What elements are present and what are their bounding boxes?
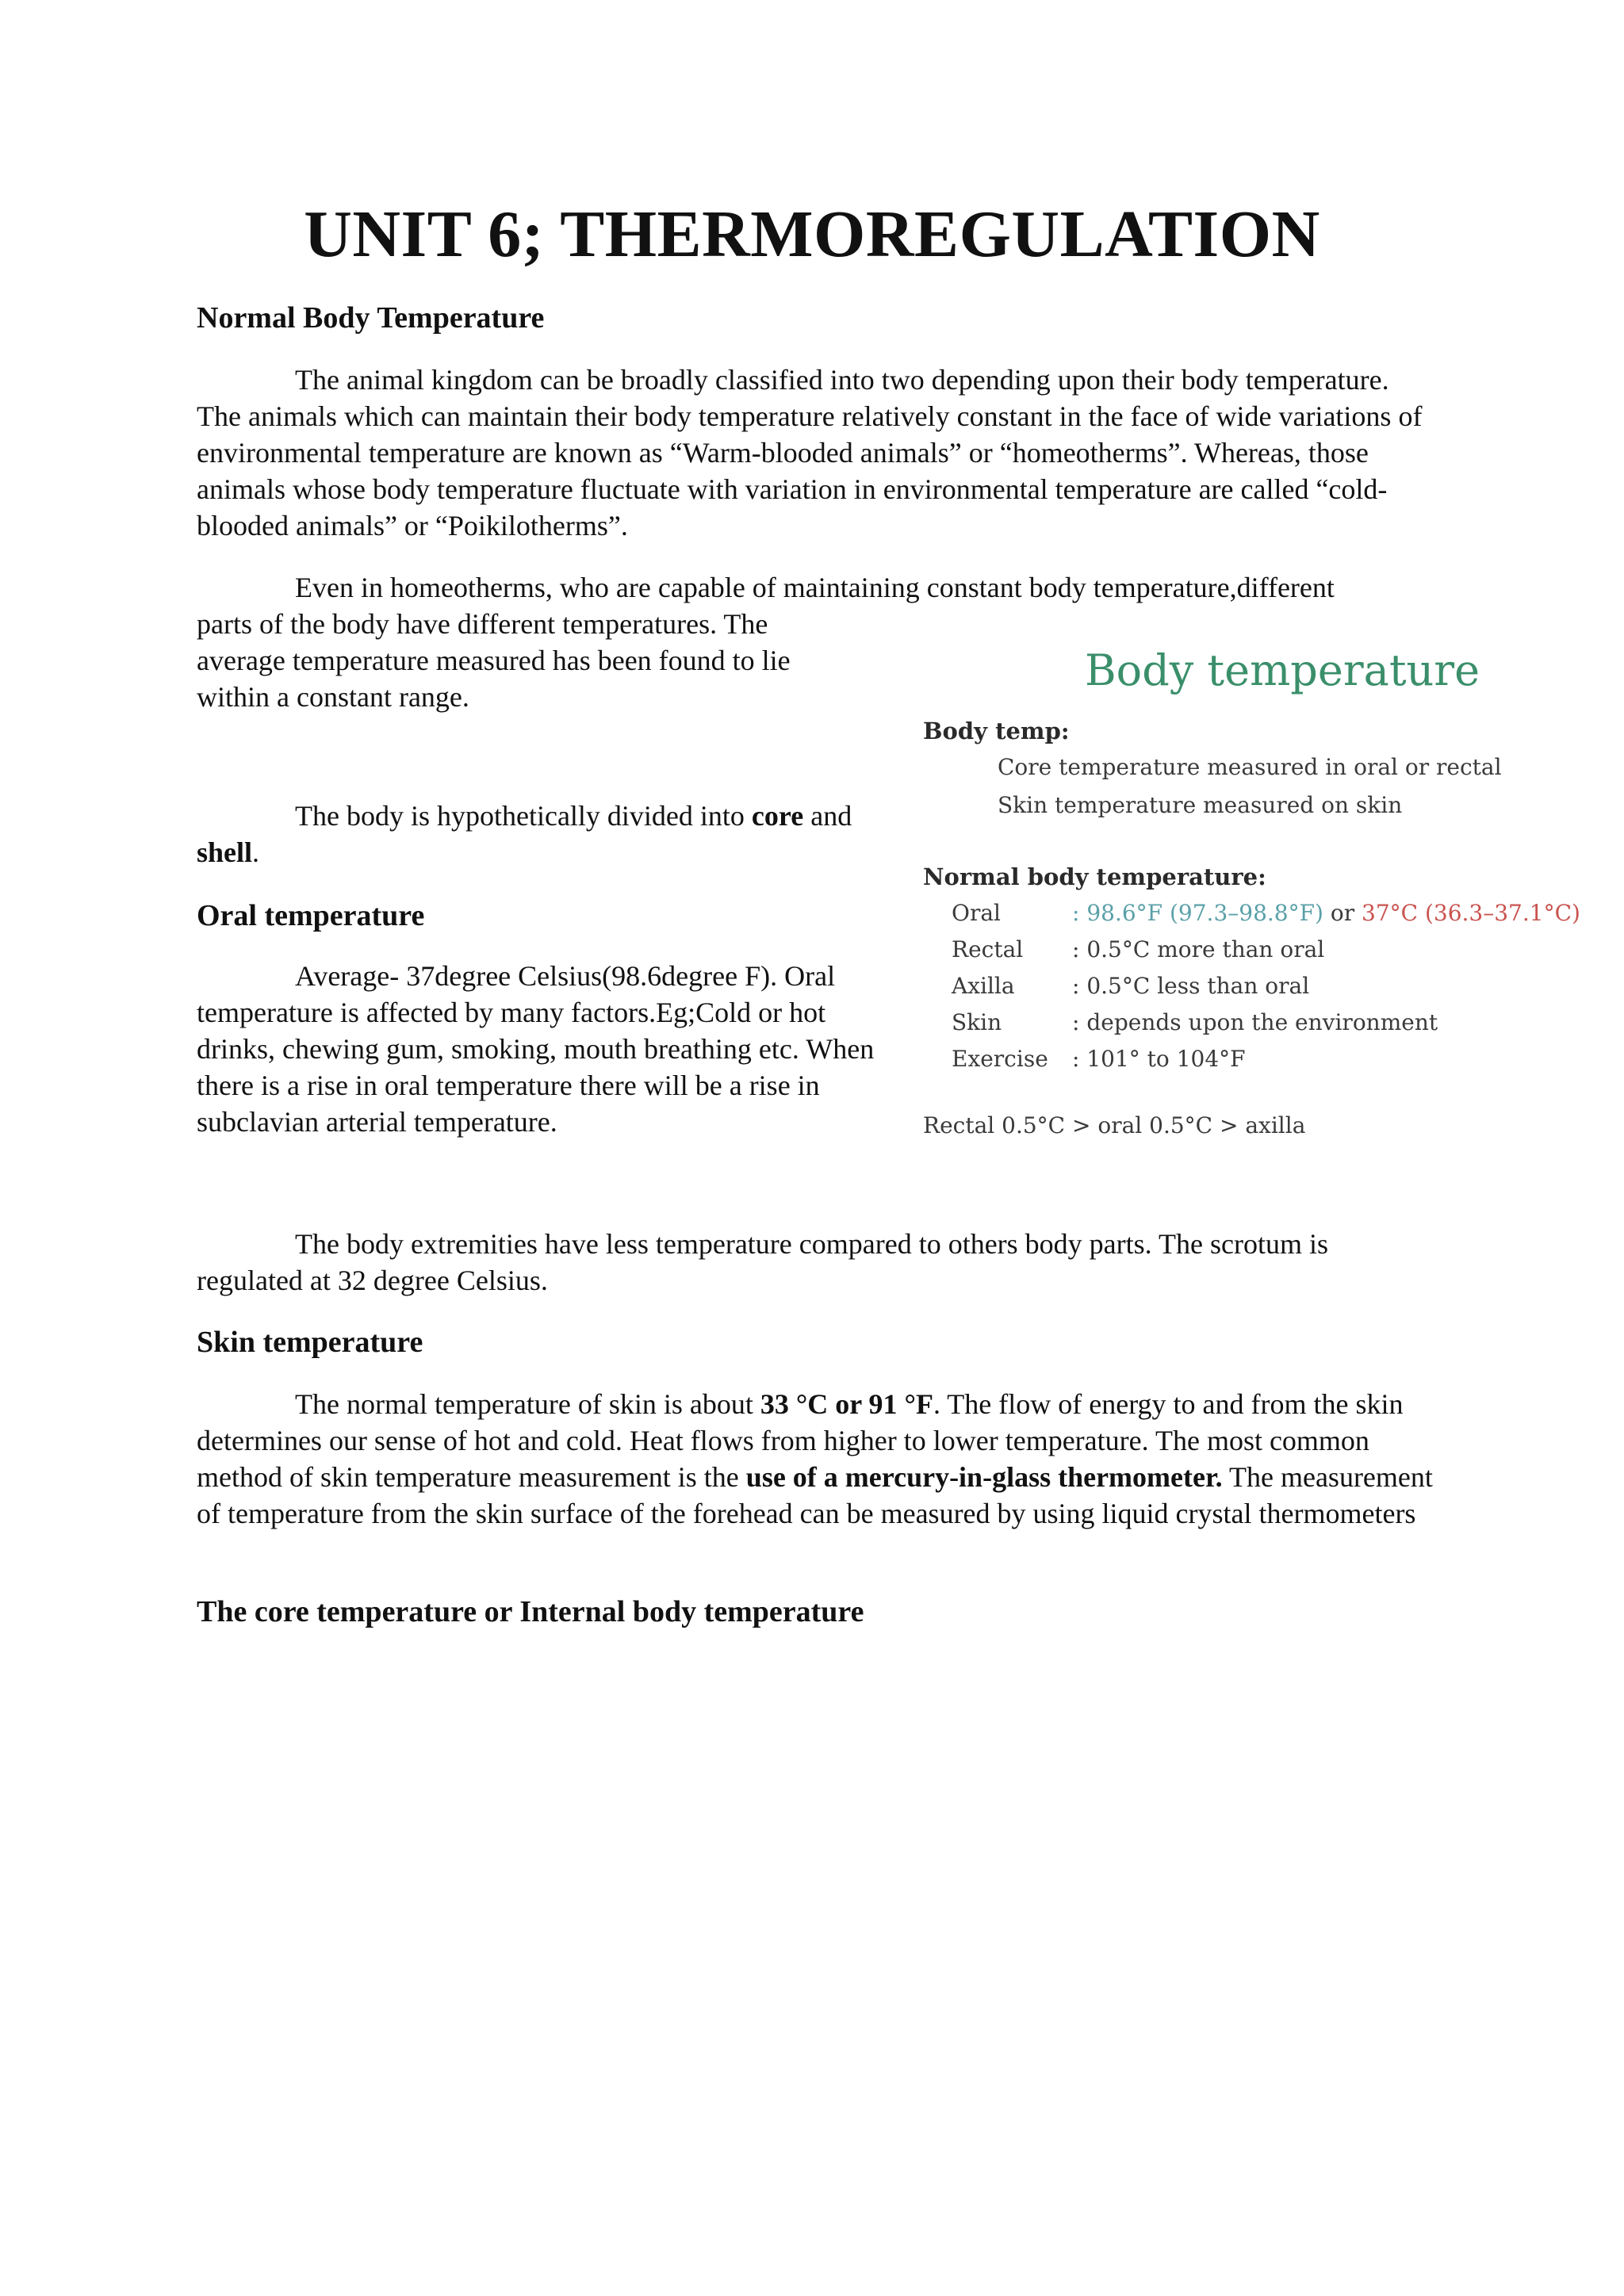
- skin-text-mid: . The flow of energy to and from the skin determines our sense of hot and cold. Heat flows from higher to lower temperature. The most common method of skin temperature measurement is the: [197, 1388, 1404, 1493]
- figure-row-label: Axilla: [952, 973, 1015, 999]
- figure-row-label: Rectal: [952, 936, 1024, 962]
- figure-subheading-body-temp: Body temp:: [923, 718, 1070, 744]
- shell-term: shell: [197, 836, 253, 868]
- skin-text-pre: The normal temperature of skin is about: [295, 1388, 760, 1420]
- figure-core-line: Core temperature measured in oral or rectal: [998, 754, 1502, 780]
- figure-row-label: Oral: [952, 900, 1001, 926]
- paragraph-homeotherms-first-line: Even in homeotherms, who are capable of maintaining constant body temperature,different: [295, 572, 1335, 603]
- figure-footer: Rectal 0.5°C > oral 0.5°C > axilla: [923, 1112, 1306, 1138]
- core-shell-text-pre: The body is hypothetically divided into: [295, 800, 752, 832]
- oral-celsius: 37°C (36.3–37.1°C): [1362, 900, 1580, 926]
- figure-row-oral: [952, 899, 1580, 928]
- page-title: UNIT 6; THERMOREGULATION: [304, 197, 1320, 271]
- thermometer-method: use of a mercury-in-glass thermometer.: [745, 1461, 1223, 1493]
- figure-title: Body temperature: [1085, 645, 1480, 695]
- figure-skin-line: Skin temperature measured on skin: [998, 792, 1403, 818]
- paragraph-homeotherms-cont: parts of the body have different temperatures. The average temperature measured has been found to lie within a constant range.: [197, 608, 791, 713]
- figure-row-axilla: [952, 972, 1309, 1001]
- paragraph-extremities-text: The body extremities have less temperature compared to others body parts. The scrotum is regulated at 32 degree Celsius.: [197, 1228, 1328, 1296]
- heading-skin-temperature: Skin temperature: [197, 1326, 423, 1359]
- figure-row-value: : 0.5°C more than oral: [1072, 936, 1325, 962]
- paragraph-classification: [197, 362, 1434, 544]
- oral-fahrenheit: : 98.6°F (97.3–98.8°F): [1072, 900, 1323, 926]
- figure-row-value: : depends upon the environment: [1072, 1009, 1438, 1035]
- figure-row-rectal: [952, 936, 1324, 964]
- paragraph-extremities: [197, 1226, 1434, 1299]
- figure-row-value: : 0.5°C less than oral: [1072, 973, 1310, 999]
- core-shell-and: and: [803, 800, 852, 832]
- paragraph-classification-text: The animal kingdom can be broadly classified into two depending upon their body temperature. The animals which can maintain their body temperature relatively constant in the face of wide variations of environmental temperature are known as “Warm-blooded animals” or “homeotherms”. Whereas, those animals whose body temperature fluctuate with variation in environmental temperature are called “cold-blooded animals” or “Poikilotherms”.: [197, 364, 1423, 541]
- heading-normal-body-temperature: Normal Body Temperature: [197, 301, 545, 335]
- body-temperature-figure: [912, 634, 1594, 1158]
- oral-or: or: [1323, 900, 1362, 926]
- skin-temp-value: 33 °C or 91 °F: [760, 1388, 933, 1420]
- heading-core-temperature: The core temperature or Internal body temperature: [197, 1595, 864, 1628]
- paragraph-skin: [197, 1386, 1434, 1532]
- paragraph-core-shell: [197, 798, 879, 871]
- figure-row-label: Skin: [952, 1009, 1002, 1035]
- paragraph-oral-text: Average- 37degree Celsius(98.6degree F). Oral temperature is affected by many factors.Eg;Cold or hot drinks, chewing gum, smoking, mouth breathing etc. When there is a rise in oral temperature there will be a rise in subclavian arterial temperature.: [197, 960, 875, 1138]
- core-term: core: [751, 800, 804, 832]
- figure-row-value: : 101° to 104°F: [1072, 1046, 1246, 1072]
- figure-row-exercise: [952, 1045, 1246, 1073]
- core-shell-end: .: [252, 836, 260, 868]
- figure-row-label: Exercise: [952, 1046, 1048, 1072]
- heading-oral-temperature: Oral temperature: [197, 899, 425, 932]
- paragraph-oral: [197, 958, 879, 1140]
- figure-subheading-normal: Normal body temperature:: [923, 863, 1266, 890]
- figure-row-skin: [952, 1008, 1438, 1037]
- skin-text-end: The measurement of temperature from the skin surface of the forehead can be measured by using liquid crystal thermometers: [197, 1461, 1433, 1529]
- paragraph-homeotherms-line: [197, 569, 1434, 606]
